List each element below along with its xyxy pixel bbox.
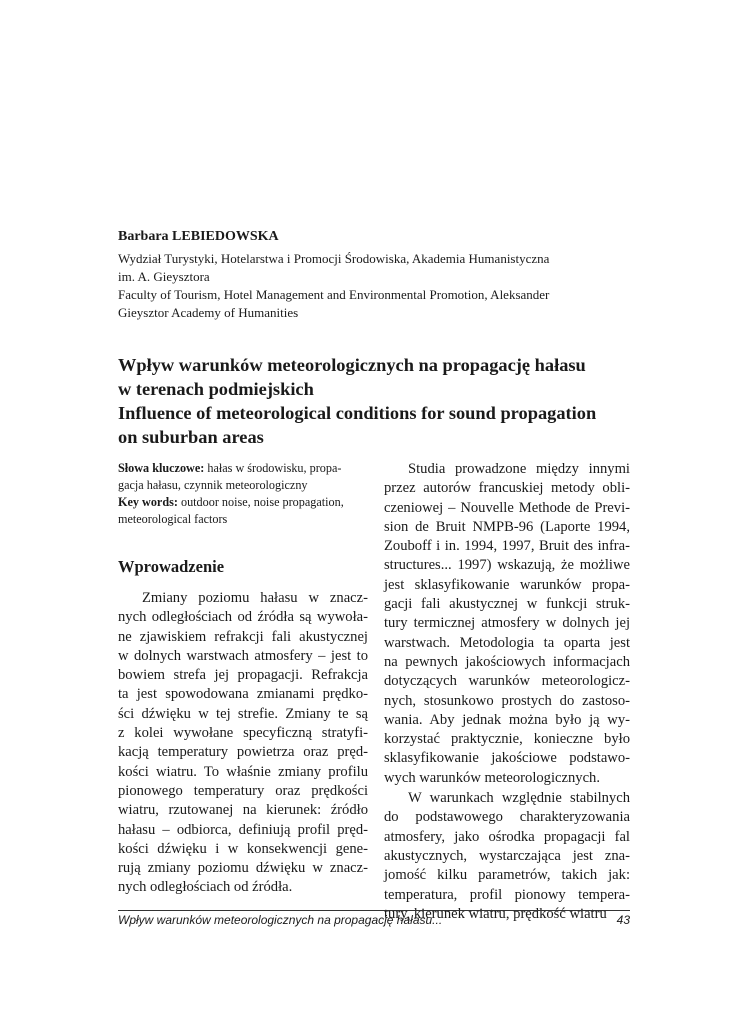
affiliation <box>118 250 638 322</box>
keywords <box>118 460 368 528</box>
left-column <box>118 460 368 896</box>
text-line: Zouboff i in. 1994, 1997, Bruit des infra- <box>384 538 630 555</box>
keywords-pl-label: Słowa kluczowe: <box>118 461 205 475</box>
text-line: rują zmiany poziomu dźwięku w znacz- <box>118 860 368 877</box>
title-line: Wpływ warunków meteorologicznych na propagację hałasu <box>118 355 586 375</box>
body-paragraph <box>118 589 368 898</box>
text-line: z kolei wywołane specyficzną stratyfi- <box>118 725 368 742</box>
keywords-pl-text: gacja hałasu, czynnik meteorologiczny <box>118 478 308 492</box>
text-line: jomość kilku parametrów, takich jak: <box>384 867 630 884</box>
text-line: pionowego temperatury oraz prędkości <box>118 782 368 799</box>
text-line: temperatura, profil pionowy tempera- <box>384 886 630 903</box>
text-line: ne zjawiskiem refrakcji fali akustycznej <box>118 628 368 645</box>
text-line: wych warunków meteorologicznych. <box>384 769 600 786</box>
text-line: akustycznych, wystarczająca jest zna- <box>384 847 630 864</box>
keywords-en-text: outdoor noise, noise propagation, <box>177 495 344 509</box>
keywords-en-text: meteorological factors <box>118 512 228 526</box>
text-line: do podstawowego charakteryzowania <box>384 809 630 826</box>
text-line: nych odległościach od źródła są wywoła- <box>118 609 368 626</box>
text-line: sion de Bruit NMPB-96 (Laporte 1994, <box>384 518 630 535</box>
text-line: nych, stosunkowo prostych do zastoso- <box>384 692 630 709</box>
body-paragraph <box>384 789 630 924</box>
title-line: w terenach podmiejskich <box>118 379 314 399</box>
text-line: korzystać praktycznie, konieczne było <box>384 731 630 748</box>
text-line: W warunkach względnie stabilnych <box>408 790 630 807</box>
title-line: Influence of meteorological conditions for sound propagation <box>118 403 597 423</box>
text-line: tury termicznej atmosfery w dolnych jej <box>384 615 630 632</box>
text-line: kości dźwięku i w konsekwencji gene- <box>118 840 368 857</box>
title-line: on suburban areas <box>118 427 264 447</box>
text-line: bowiem strefa jej propagacji. Refrakcja <box>118 667 368 684</box>
text-line: na pewnych jakościowych informacjach <box>384 653 630 670</box>
text-line: structures... 1997) wskazują, że możliwe <box>384 557 630 574</box>
text-line: atmosfery, jako ośrodka propagacji fal <box>384 828 630 845</box>
affiliation-line: Gieysztor Academy of Humanities <box>118 305 299 320</box>
author-name: Barbara LEBIEDOWSKA <box>118 229 279 244</box>
text-line: hałasu – odbiorca, definiują profil pręd- <box>118 821 368 838</box>
text-line: tury, kierunek wiatru, prędkość wiatru <box>384 905 607 922</box>
body-paragraph <box>384 460 630 788</box>
text-line: Zmiany poziomu hałasu w znacz- <box>142 590 368 606</box>
text-line: ści dźwięku w tej strefie. Zmiany te są <box>118 705 368 722</box>
footer-divider <box>118 910 630 911</box>
affiliation-line: Wydział Turystyki, Hotelarstwa i Promocji Środowiska, Akademia Humanistyczna <box>118 251 550 266</box>
keywords-pl-text: hałas w środowisku, propa- <box>204 461 342 475</box>
text-line: ta jest spowodowana zmianami prędko- <box>118 686 368 703</box>
text-line: gacji fali akustycznej w funkcji struk- <box>384 596 630 613</box>
text-line: Studia prowadzone między innymi <box>408 461 630 477</box>
text-line: warstwach. Metodologia ta oparta jest <box>384 634 630 651</box>
text-line: przez autorów francuskiej metody obli- <box>384 480 630 497</box>
text-line: jest sklasyfikowanie warunków propa- <box>384 576 630 593</box>
text-line: wiatru, rzutowanej na kierunek: źródło <box>118 802 368 819</box>
text-line: kości wiatru. To właśnie zmiany profilu <box>118 763 368 780</box>
running-title: Wpływ warunków meteorologicznych na propagację hałasu... <box>118 913 443 927</box>
text-line: kacją temperatury powietrza oraz pręd- <box>118 744 368 761</box>
text-line: nych odległościach od źródła. <box>118 879 293 896</box>
right-column <box>384 460 630 924</box>
affiliation-line: im. A. Gieysztora <box>118 269 210 284</box>
section-heading: Wprowadzenie <box>118 557 225 576</box>
text-line: wania. Aby jednak można było ją wy- <box>384 711 630 728</box>
page-number: 43 <box>616 913 630 927</box>
paper-title <box>118 353 638 449</box>
affiliation-line: Faculty of Tourism, Hotel Management and Environmental Promotion, Aleksander <box>118 287 550 302</box>
text-line: dotyczących warunków meteorologicz- <box>384 673 630 690</box>
text-line: czeniowej – Nouvelle Methode de Previ- <box>384 499 630 516</box>
text-line: w dolnych warstwach atmosfery – jest to <box>118 647 368 664</box>
keywords-en-label: Key words: <box>118 495 178 509</box>
text-line: sklasyfikowanie jakościowe podstawo- <box>384 750 630 767</box>
